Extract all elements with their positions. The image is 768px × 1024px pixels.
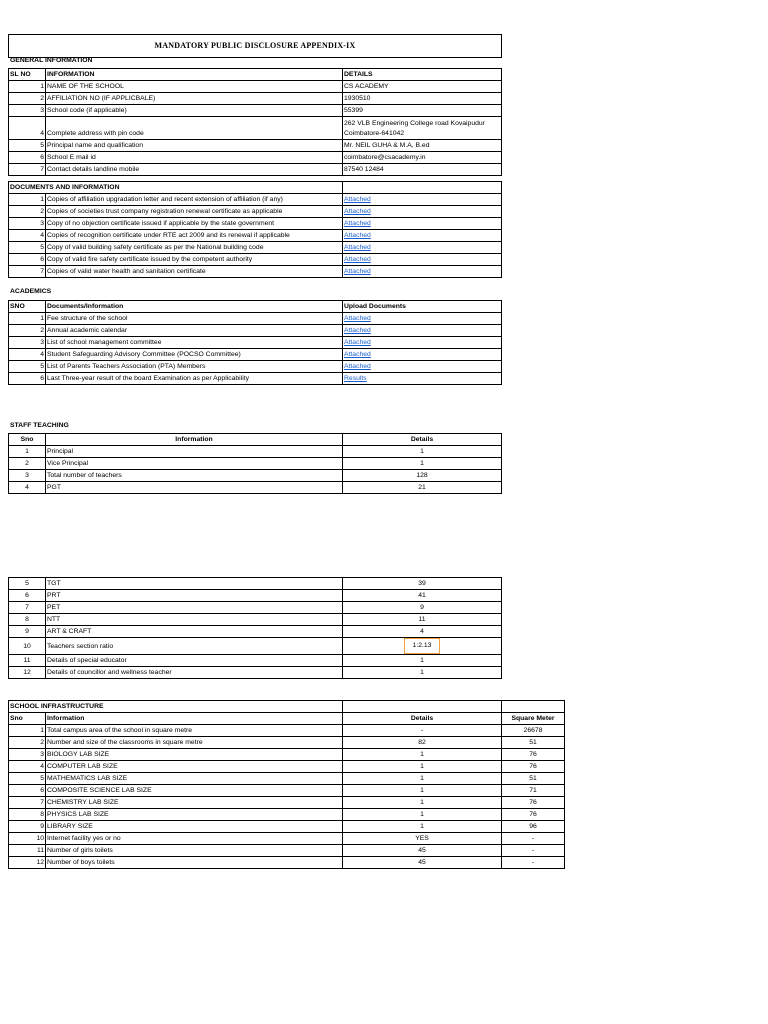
table-cell: 5 bbox=[9, 140, 46, 152]
table-cell: 1 bbox=[9, 313, 46, 325]
table-cell: 7 bbox=[9, 164, 46, 176]
table-cell: 11 bbox=[9, 845, 46, 857]
link-cell bbox=[343, 230, 502, 242]
table-row bbox=[9, 737, 565, 749]
infra-header-row bbox=[9, 713, 565, 725]
table-row bbox=[9, 230, 502, 242]
link-cell bbox=[343, 206, 502, 218]
table-row bbox=[9, 446, 502, 458]
col-header: Sno bbox=[9, 713, 46, 725]
general-heading: GENERAL INFORMATION bbox=[10, 57, 93, 64]
table-cell: 6 bbox=[9, 254, 46, 266]
link-cell bbox=[343, 361, 502, 373]
table-cell: 76 bbox=[502, 809, 565, 821]
table-cell: - bbox=[502, 833, 565, 845]
table-cell: 6 bbox=[9, 590, 46, 602]
table-cell: 41 bbox=[343, 590, 502, 602]
link-cell bbox=[343, 349, 502, 361]
link-cell bbox=[343, 254, 502, 266]
col-header: DETAILS bbox=[343, 69, 502, 81]
table-cell: 51 bbox=[502, 773, 565, 785]
link-cell bbox=[343, 313, 502, 325]
table-row bbox=[9, 845, 565, 857]
table-row bbox=[9, 254, 502, 266]
table-cell: 10 bbox=[9, 833, 46, 845]
table-cell: School E mail id bbox=[46, 152, 343, 164]
table-cell: MATHEMATICS LAB SIZE bbox=[46, 773, 343, 785]
table-cell: Principal bbox=[46, 446, 343, 458]
table-cell: 10 bbox=[9, 638, 46, 655]
staff-heading: STAFF TEACHING bbox=[10, 422, 69, 429]
table-cell: 1 bbox=[343, 446, 502, 458]
table-cell: 6 bbox=[9, 785, 46, 797]
table-cell: 76 bbox=[502, 761, 565, 773]
table-cell: AFFILIATION NO (IF APPLICBALE) bbox=[46, 93, 343, 105]
document-link[interactable]: Attached bbox=[344, 315, 371, 322]
table-row bbox=[9, 725, 565, 737]
table-row bbox=[9, 638, 502, 655]
col-header: Square Meter bbox=[502, 713, 565, 725]
table-row bbox=[9, 373, 502, 385]
document-link[interactable]: Attached bbox=[344, 244, 371, 251]
table-cell: 8 bbox=[9, 809, 46, 821]
table-cell: Contact details landline mobile bbox=[46, 164, 343, 176]
table-cell: 1 bbox=[9, 194, 46, 206]
table-cell: PET bbox=[46, 602, 343, 614]
table-cell: Copies of recognition certificate under RTE act 2009 and its renewal if applicable bbox=[46, 230, 343, 242]
table-cell: 1930510 bbox=[343, 93, 502, 105]
document-link[interactable]: Attached bbox=[344, 363, 371, 370]
table-cell: 21 bbox=[343, 482, 502, 494]
table-cell: 87540 12484 bbox=[343, 164, 502, 176]
document-link[interactable]: Attached bbox=[344, 351, 371, 358]
table-row bbox=[9, 242, 502, 254]
table-cell: PGT bbox=[46, 482, 343, 494]
table-cell: 2 bbox=[9, 737, 46, 749]
table-cell: 262 VLB Engineering College road Kovaipudur Coimbatore-641042 bbox=[343, 117, 502, 140]
table-row bbox=[9, 614, 502, 626]
table-cell: 45 bbox=[343, 845, 502, 857]
documents-header-row bbox=[9, 182, 502, 194]
table-cell: 82 bbox=[343, 737, 502, 749]
link-cell bbox=[343, 218, 502, 230]
col-header: SNO bbox=[9, 301, 46, 313]
table-cell: 2 bbox=[9, 458, 46, 470]
table-row bbox=[9, 152, 502, 164]
table-row bbox=[9, 117, 502, 140]
academics-header-row bbox=[9, 301, 502, 313]
academics-heading: ACADEMICS bbox=[10, 288, 52, 295]
table-cell: 4 bbox=[9, 349, 46, 361]
link-cell bbox=[343, 242, 502, 254]
table-cell: NAME OF THE SCHOOL bbox=[46, 81, 343, 93]
table-cell: 1 bbox=[343, 773, 502, 785]
table-cell: 8 bbox=[9, 614, 46, 626]
table-cell: 1 bbox=[343, 809, 502, 821]
table-cell: 12 bbox=[9, 667, 46, 679]
table-cell: coimbatore@csacademy.in bbox=[343, 152, 502, 164]
table-row bbox=[9, 749, 565, 761]
table-cell: 4 bbox=[9, 761, 46, 773]
infra-heading: SCHOOL INFRASTRUCTURE bbox=[9, 701, 343, 713]
table-row bbox=[9, 266, 502, 278]
table-cell: 6 bbox=[9, 152, 46, 164]
table-cell: 5 bbox=[9, 242, 46, 254]
page-title: MANDATORY PUBLIC DISCLOSURE APPENDIX-IX bbox=[8, 34, 502, 58]
table-cell: 76 bbox=[502, 797, 565, 809]
document-link[interactable]: Attached bbox=[344, 196, 371, 203]
table-cell: 1 bbox=[9, 725, 46, 737]
col-header: Sno bbox=[9, 434, 46, 446]
empty-cell bbox=[502, 701, 565, 713]
table-cell: Copies of societies trust company registration renewal certificate as applicable bbox=[46, 206, 343, 218]
academics-table bbox=[8, 300, 502, 385]
table-cell: 45 bbox=[343, 857, 502, 869]
table-cell: 1 bbox=[9, 446, 46, 458]
table-row bbox=[9, 797, 565, 809]
table-cell: 9 bbox=[343, 602, 502, 614]
table-row bbox=[9, 667, 502, 679]
table-cell: 26678 bbox=[502, 725, 565, 737]
document-link[interactable]: Results bbox=[344, 375, 367, 382]
table-cell: Copies of valid water health and sanitation certificate bbox=[46, 266, 343, 278]
table-row bbox=[9, 361, 502, 373]
table-cell: 9 bbox=[9, 821, 46, 833]
table-row bbox=[9, 761, 565, 773]
table-row bbox=[9, 470, 502, 482]
table-cell: 3 bbox=[9, 105, 46, 117]
table-cell: 76 bbox=[502, 749, 565, 761]
col-header: Details bbox=[343, 434, 502, 446]
table-cell: 3 bbox=[9, 218, 46, 230]
table-cell: 7 bbox=[9, 266, 46, 278]
document-link[interactable]: Attached bbox=[344, 339, 371, 346]
table-cell: 1 bbox=[343, 667, 502, 679]
document-link[interactable]: Attached bbox=[344, 220, 371, 227]
staff-header-row bbox=[9, 434, 502, 446]
table-cell: 1 bbox=[343, 749, 502, 761]
table-cell: LIBRARY SIZE bbox=[46, 821, 343, 833]
table-cell: Copy of valid building safety certificate as per the National building code bbox=[46, 242, 343, 254]
table-cell: TGT bbox=[46, 578, 343, 590]
link-cell bbox=[343, 373, 502, 385]
table-cell: 4 bbox=[343, 626, 502, 638]
table-cell: BIOLOGY LAB SIZE bbox=[46, 749, 343, 761]
table-cell: 1 bbox=[343, 785, 502, 797]
table-cell: Number of boys toilets bbox=[46, 857, 343, 869]
table-cell: 3 bbox=[9, 337, 46, 349]
table-cell bbox=[343, 638, 502, 655]
table-cell: Number and size of the classrooms in square metre bbox=[46, 737, 343, 749]
table-cell: Last Three-year result of the board Examination as per Applicability bbox=[46, 373, 343, 385]
table-cell: - bbox=[343, 725, 502, 737]
table-cell: Number of girls toilets bbox=[46, 845, 343, 857]
table-cell: - bbox=[502, 857, 565, 869]
table-row bbox=[9, 164, 502, 176]
table-row bbox=[9, 785, 565, 797]
table-cell: 55399 bbox=[343, 105, 502, 117]
document-link[interactable]: Attached bbox=[344, 268, 371, 275]
table-row bbox=[9, 93, 502, 105]
table-row bbox=[9, 857, 565, 869]
document-link[interactable]: Attached bbox=[344, 208, 371, 215]
table-cell: 39 bbox=[343, 578, 502, 590]
table-cell: Fee structure of the school bbox=[46, 313, 343, 325]
table-cell: 4 bbox=[9, 482, 46, 494]
table-row bbox=[9, 140, 502, 152]
table-row bbox=[9, 602, 502, 614]
table-row bbox=[9, 313, 502, 325]
table-cell: 2 bbox=[9, 325, 46, 337]
table-row bbox=[9, 218, 502, 230]
table-cell: 7 bbox=[9, 797, 46, 809]
table-cell: 11 bbox=[343, 614, 502, 626]
table-cell: PRT bbox=[46, 590, 343, 602]
table-row bbox=[9, 833, 565, 845]
infra-table bbox=[8, 700, 565, 869]
table-row bbox=[9, 194, 502, 206]
table-cell: 12 bbox=[9, 857, 46, 869]
col-header: Upload Documents bbox=[343, 301, 502, 313]
table-row bbox=[9, 626, 502, 638]
table-row bbox=[9, 655, 502, 667]
table-cell: 11 bbox=[9, 655, 46, 667]
general-header-row bbox=[9, 69, 502, 81]
table-cell: List of Parents Teachers Association (PTA) Members bbox=[46, 361, 343, 373]
table-cell: Mr. NEIL GUHA & M.A, B.ed bbox=[343, 140, 502, 152]
table-cell: NTT bbox=[46, 614, 343, 626]
table-cell: COMPUTER LAB SIZE bbox=[46, 761, 343, 773]
table-row bbox=[9, 809, 565, 821]
table-cell: 5 bbox=[9, 578, 46, 590]
table-cell: 1 bbox=[343, 761, 502, 773]
table-cell: 3 bbox=[9, 470, 46, 482]
table-cell: 5 bbox=[9, 361, 46, 373]
table-cell: Principal name and qualification bbox=[46, 140, 343, 152]
table-cell: 4 bbox=[9, 117, 46, 140]
table-cell: Internet facility yes or no bbox=[46, 833, 343, 845]
col-header: INFORMATION bbox=[46, 69, 343, 81]
document-link[interactable]: Attached bbox=[344, 256, 371, 263]
col-header: Details bbox=[343, 713, 502, 725]
table-cell: Annual academic calendar bbox=[46, 325, 343, 337]
link-cell bbox=[343, 337, 502, 349]
table-row bbox=[9, 458, 502, 470]
table-row bbox=[9, 337, 502, 349]
link-cell bbox=[343, 194, 502, 206]
link-cell bbox=[343, 266, 502, 278]
table-row bbox=[9, 578, 502, 590]
table-cell: 5 bbox=[9, 773, 46, 785]
table-cell: CHEMISTRY LAB SIZE bbox=[46, 797, 343, 809]
table-cell: 2 bbox=[9, 93, 46, 105]
link-cell bbox=[343, 325, 502, 337]
table-cell: ART & CRAFT bbox=[46, 626, 343, 638]
table-cell: PHYSICS LAB SIZE bbox=[46, 809, 343, 821]
col-header: SL NO bbox=[9, 69, 46, 81]
table-cell: 51 bbox=[502, 737, 565, 749]
selected-cell-highlight[interactable]: 1:2.13 bbox=[404, 638, 441, 654]
table-cell: 1 bbox=[343, 821, 502, 833]
table-row bbox=[9, 81, 502, 93]
table-row bbox=[9, 590, 502, 602]
table-cell: Copy of no objection certificate issued if applicable by the state government bbox=[46, 218, 343, 230]
table-cell: Vice Principal bbox=[46, 458, 343, 470]
table-cell: YES bbox=[343, 833, 502, 845]
table-cell: 71 bbox=[502, 785, 565, 797]
documents-heading: DOCUMENTS AND INFORMATION bbox=[9, 182, 343, 194]
staff-table-a bbox=[8, 433, 502, 494]
table-cell: 2 bbox=[9, 206, 46, 218]
empty-cell bbox=[343, 701, 502, 713]
table-cell: 9 bbox=[9, 626, 46, 638]
table-cell: Details of councillor and wellness teacher bbox=[46, 667, 343, 679]
table-cell: 1 bbox=[343, 655, 502, 667]
table-cell: List of school management committee bbox=[46, 337, 343, 349]
table-cell: - bbox=[502, 845, 565, 857]
documents-table bbox=[8, 181, 502, 278]
table-cell: School code (if applicable) bbox=[46, 105, 343, 117]
staff-table-b bbox=[8, 577, 502, 679]
table-cell: CS ACADEMY bbox=[343, 81, 502, 93]
table-row bbox=[9, 349, 502, 361]
table-cell: Total number of teachers bbox=[46, 470, 343, 482]
table-row bbox=[9, 773, 565, 785]
col-header: Information bbox=[46, 713, 343, 725]
table-cell: Copy of valid fire safety certificate issued by the competent authority bbox=[46, 254, 343, 266]
general-table bbox=[8, 68, 502, 176]
table-cell: 96 bbox=[502, 821, 565, 833]
table-cell: Complete address with pin code bbox=[46, 117, 343, 140]
table-cell: Total campus area of the school in square metre bbox=[46, 725, 343, 737]
table-cell: 128 bbox=[343, 470, 502, 482]
table-row bbox=[9, 482, 502, 494]
table-cell: COMPOSITE SCIENCE LAB SIZE bbox=[46, 785, 343, 797]
col-header: Information bbox=[46, 434, 343, 446]
table-cell: 1 bbox=[343, 458, 502, 470]
table-cell: Teachers section ratio bbox=[46, 638, 343, 655]
table-cell: 1 bbox=[343, 797, 502, 809]
table-cell: 6 bbox=[9, 373, 46, 385]
table-cell: 4 bbox=[9, 230, 46, 242]
empty-cell bbox=[343, 182, 502, 194]
document-link[interactable]: Attached bbox=[344, 232, 371, 239]
table-cell: Details of special educator bbox=[46, 655, 343, 667]
table-cell: 1 bbox=[9, 81, 46, 93]
table-row bbox=[9, 325, 502, 337]
table-row bbox=[9, 821, 565, 833]
document-link[interactable]: Attached bbox=[344, 327, 371, 334]
col-header: Documents/Information bbox=[46, 301, 343, 313]
table-cell: 7 bbox=[9, 602, 46, 614]
table-row bbox=[9, 206, 502, 218]
table-cell: Student Safeguarding Advisory Committee (POCSO Committee) bbox=[46, 349, 343, 361]
table-row bbox=[9, 105, 502, 117]
infra-heading-row bbox=[9, 701, 565, 713]
table-cell: 3 bbox=[9, 749, 46, 761]
table-cell: Copies of affiliation upgradation letter and recent extension of affiliation (if any) bbox=[46, 194, 343, 206]
